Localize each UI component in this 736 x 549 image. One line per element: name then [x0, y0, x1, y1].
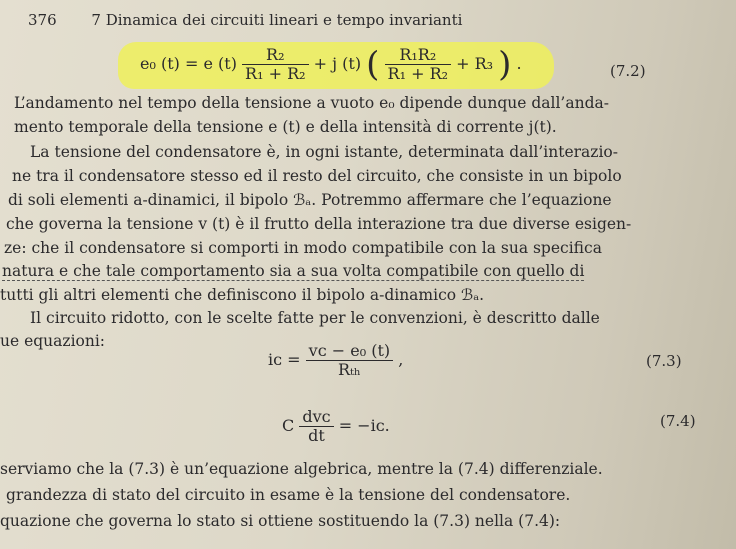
equation-7-2: [140, 46, 522, 83]
text-line-7: ze: che il condensatore si comporti in modo compatibile con la sua specifica: [4, 239, 602, 257]
eq74-num: dvᴄ: [299, 408, 333, 427]
eq72-frac2-num: R₁R₂: [385, 46, 452, 65]
eq74-frac: [299, 408, 333, 445]
text-line-6: che governa la tensione v (t) è il frutto della interazione tra due diverse esigen-: [6, 215, 632, 233]
text-line-4: ne tra il condensatore stesso ed il resto del circuito, che consiste in un bipolo: [12, 167, 622, 185]
equation-7-4: [282, 408, 390, 445]
text-line-9: tutti gli altri elementi che definiscono il bipolo a-dinamico ℬₐ.: [0, 286, 485, 304]
text-line-10: Il circuito ridotto, con le scelte fatte per le convenzioni, è descritto dalle: [30, 309, 600, 327]
eq73-end: ,: [398, 350, 404, 369]
eq72-frac1-den: R₁ + R₂: [245, 64, 306, 83]
page-header: [28, 11, 462, 29]
eq72-frac1: [242, 46, 309, 83]
eq72-frac2: [385, 46, 452, 83]
text-line-5: di soli elementi a-dinamici, il bipolo ℬₐ. Potremmo affermare che l’equazione: [8, 191, 612, 209]
text-line-3: La tensione del condensatore è, in ogni istante, determinata dall’interazio-: [30, 143, 618, 161]
eq72-lhs: e₀ (t) = e (t): [140, 54, 237, 73]
text-line-8: natura e che tale comportamento sia a sua volta compatibile con quello di: [2, 262, 585, 280]
eq74-den: dt: [308, 426, 325, 445]
eq72-frac1-num: R₂: [242, 46, 309, 65]
eq72-end: .: [516, 54, 522, 73]
eq73-frac: [306, 342, 393, 379]
text-line-13: grandezza di stato del circuito in esame è la tensione del condensatore.: [6, 486, 571, 504]
eq72-frac2-den: R₁ + R₂: [387, 64, 449, 83]
text-line-1: L’andamento nel tempo della tensione a vuoto e₀ dipende dunque dall’anda-: [14, 94, 609, 112]
eq74-rhs: = −iᴄ.: [338, 416, 390, 435]
page-number: 376: [28, 11, 57, 29]
eq73-num: vᴄ − e₀ (t): [306, 342, 393, 361]
text-line-11: ue equazioni:: [0, 332, 106, 350]
equation-number-7-4: (7.4): [660, 412, 696, 430]
eq72-mid: + j (t): [313, 54, 362, 73]
text-line-12: serviamo che la (7.3) è un’equazione algebrica, mentre la (7.4) differenziale.: [0, 460, 603, 478]
text-line-2: mento temporale della tensione e (t) e della intensità di corrente j(t).: [14, 118, 557, 136]
left-paren: (: [366, 44, 380, 85]
eq72-tail: + R₃: [456, 54, 494, 73]
chapter-title: 7 Dinamica dei circuiti lineari e tempo invarianti: [91, 11, 463, 29]
eq74-lhs: C: [282, 416, 295, 435]
equation-number-7-3: (7.3): [646, 352, 682, 370]
eq73-den: Rₜₕ: [337, 360, 361, 379]
right-paren: ): [498, 44, 512, 85]
equation-number-7-2: (7.2): [610, 62, 646, 80]
equation-7-3: [268, 342, 403, 379]
text-line-14: quazione che governa lo stato si ottiene sostituendo la (7.3) nella (7.4):: [0, 512, 561, 530]
eq73-lhs: iᴄ =: [268, 350, 301, 369]
